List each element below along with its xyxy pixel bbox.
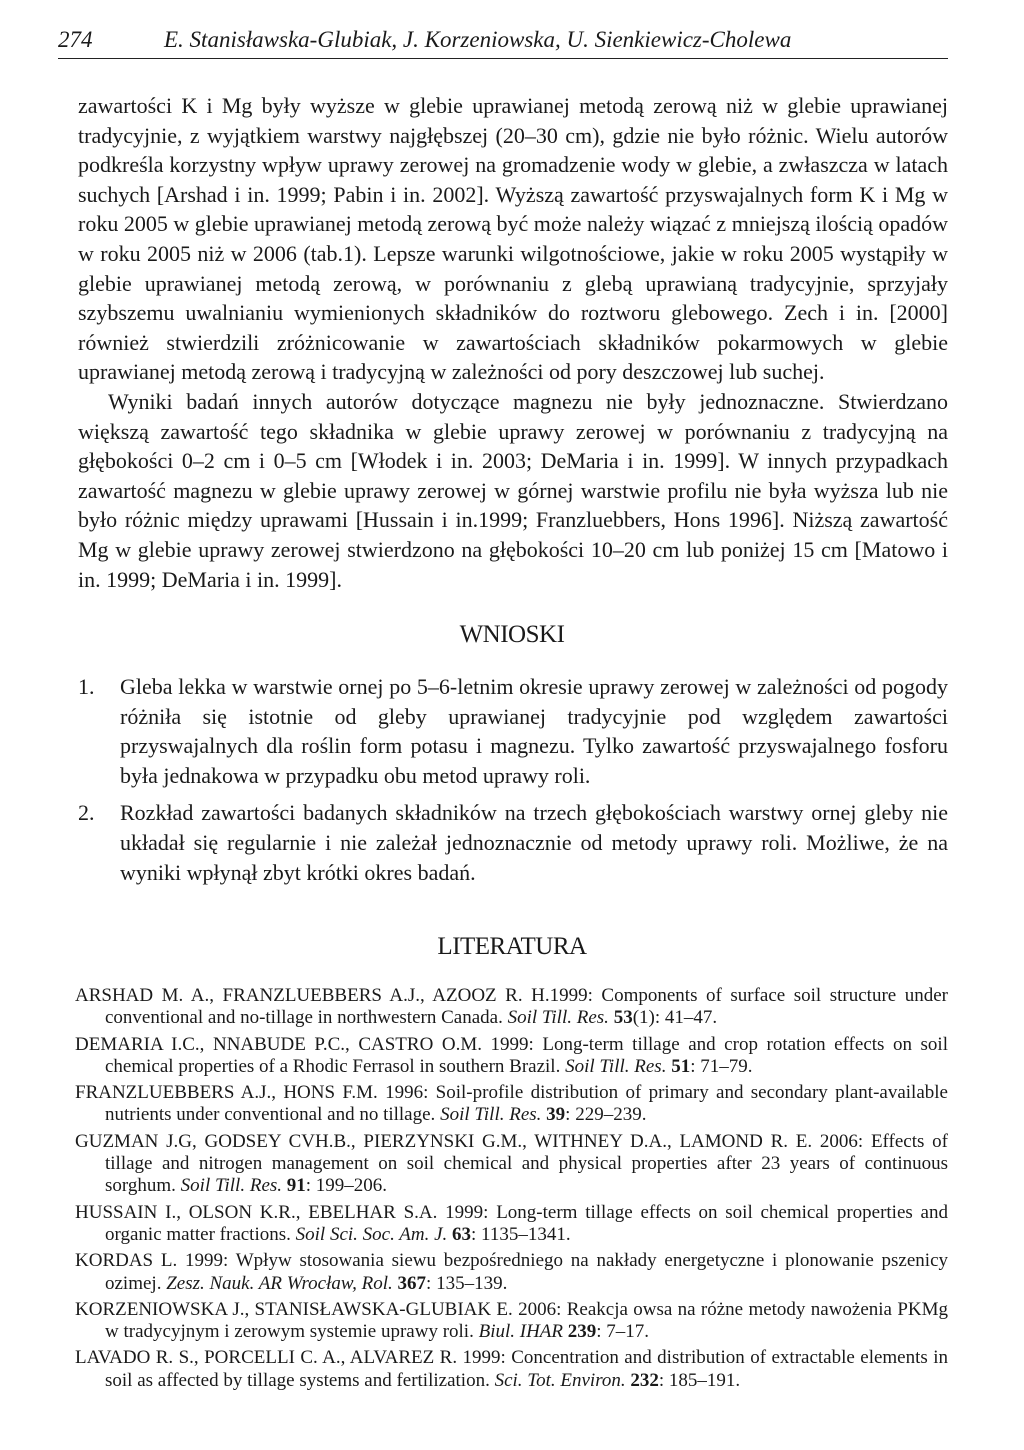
reference-pages: : 185–191. xyxy=(658,1369,741,1391)
reference-title: Effects of tillage and nitrogen management on soil chemical and physical properties after 23 years of continuous sorghum. xyxy=(105,1130,948,1197)
reference-journal: Soil Sci. Soc. Am. J. xyxy=(295,1223,448,1245)
reference-item xyxy=(75,1131,948,1198)
reference-volume: 51 xyxy=(671,1055,691,1077)
reference-item xyxy=(75,1202,948,1247)
reference-title: Wpływ stosowania siewu bezpośredniego na nakłady energetyczne i plonowanie pszenicy ozimej. xyxy=(105,1250,948,1294)
reference-item xyxy=(75,1082,948,1127)
reference-title: Concentration and distribution of extractable elements in soil as affected by tillage systems and fertilization. xyxy=(105,1347,949,1391)
reference-volume: 53 xyxy=(613,1007,633,1029)
conclusions-heading: WNIOSKI xyxy=(459,621,565,648)
conclusion-number: 1. xyxy=(78,674,95,699)
reference-title: Reakcja owsa na różne metody nawożenia PKMg w tradycyjnym i zerowym systemie uprawy roli. xyxy=(105,1298,949,1343)
reference-title: Long-term tillage and crop rotation effects on soil chemical properties of a Rhodic Ferrasol in southern Brazil. xyxy=(105,1033,948,1077)
reference-pages: (1): 41–47. xyxy=(632,1007,718,1029)
reference-item xyxy=(75,1299,948,1344)
reference-pages: : 1135–1341. xyxy=(471,1223,571,1245)
reference-authors: LAVADO R. S., PORCELLI C. A., ALVAREZ R. 1999: xyxy=(75,1347,512,1369)
reference-pages: : 199–206. xyxy=(305,1175,388,1197)
conclusion-number: 2. xyxy=(78,800,95,826)
reference-authors: KORDAS L. 1999: xyxy=(75,1250,236,1272)
reference-pages: : 229–239. xyxy=(565,1104,647,1126)
running-header xyxy=(58,22,948,59)
body-paragraph: zawartości K i Mg były wyższe w glebie uprawianej metodą zerową niż w glebie uprawianej tradycyjnie, z wyjątkiem warstwy najgłębszej (20–30 cm), gdzie nie było różnic. Wielu autorów podkreśla korzystny wpływ uprawy zerowej na gromadzenie wody w glebie, a zwłaszcza w latach suchych [Arshad i in. 1999; Pabin i in. 2002]. Wyższą zawartość przyswajalnych form K i Mg w roku 2005 w glebie uprawianej metodą zerową być może należy wiązać z mniejszą ilością opadów w roku 2005 niż w 2006 (tab.1). Lepsze warunki wilgotnościowe, jakie w roku 2005 wystąpiły w glebie uprawianej metodą zerową, w porównaniu z glebą uprawianą tradycyjnie, sprzyjały szybszemu uwalnianiu wymienionych składników do roztworu glebowego. Zech i in. [2000] również stwierdzili zróżnicowanie w zawartościach składników pokarmowych w glebie uprawianej metodą zerową i tradycyjną w zależności od pory deszczowej lub suchej. xyxy=(78,93,948,385)
conclusions-list xyxy=(78,672,948,895)
page-number: 274 xyxy=(58,27,93,52)
reference-pages: : 7–17. xyxy=(596,1321,650,1343)
reference-authors: HUSSAIN I., OLSON K.R., EBELHAR S.A. 1999: xyxy=(75,1201,497,1223)
reference-journal: Soil Till. Res. xyxy=(507,1007,609,1029)
reference-journal: Soil Till. Res. xyxy=(440,1104,542,1126)
reference-pages: : 71–79. xyxy=(690,1055,753,1077)
reference-volume: 63 xyxy=(452,1223,472,1245)
reference-authors: DEMARIA I.C., NNABUDE P.C., CASTRO O.M. 1999: xyxy=(75,1033,543,1055)
reference-volume: 91 xyxy=(286,1175,306,1197)
reference-item xyxy=(75,1347,948,1392)
reference-item xyxy=(75,1250,948,1295)
reference-journal: Sci. Tot. Environ. xyxy=(494,1369,626,1391)
reference-authors: FRANZLUEBBERS A.J., HONS F.M. 1996: xyxy=(75,1082,436,1104)
conclusion-item xyxy=(78,672,948,790)
reference-volume: 367 xyxy=(397,1272,427,1294)
reference-volume: 39 xyxy=(546,1104,566,1126)
header-authors: E. Stanisławska-Glubiak, J. Korzeniowska, U. Sienkiewicz-Cholewa xyxy=(164,27,792,52)
reference-journal: Soil Till. Res. xyxy=(180,1175,283,1197)
reference-journal: Soil Till. Res. xyxy=(565,1055,667,1077)
conclusion-item xyxy=(78,798,948,887)
reference-title: Soil-profile distribution of primary and secondary plant-available nutrients under conventional and no tillage. xyxy=(105,1082,948,1126)
reference-authors: GUZMAN J.G, GODSEY CVH.B., PIERZYNSKI G.M., WITHNEY D.A., LAMOND R. E. 2006: xyxy=(75,1130,871,1152)
reference-item xyxy=(75,1034,948,1079)
reference-item xyxy=(75,985,948,1030)
reference-title: Components of surface soil structure under conventional and no-tillage in northwestern Canada. xyxy=(105,985,948,1029)
reference-pages: : 135–139. xyxy=(426,1272,508,1294)
reference-authors: ARSHAD M. A., FRANZLUEBBERS A.J., AZOOZ R. H.1999: xyxy=(75,985,602,1006)
reference-volume: 232 xyxy=(630,1369,659,1391)
reference-title: Long-term tillage effects on soil chemical properties and organic matter fractions. xyxy=(105,1201,948,1245)
reference-journal: Biul. IHAR xyxy=(478,1321,564,1343)
body-text xyxy=(78,91,948,594)
conclusion-text: Rozkład zawartości badanych składników na trzech głębokościach warstwy ornej gleby nie układał się regularnie i nie zależał jednoznacznie od metody uprawy roli. Możliwe, że na wyniki wpłynął zbyt krótki okres badań. xyxy=(120,800,948,885)
body-paragraph: Wyniki badań innych autorów dotyczące magnezu nie były jednoznaczne. Stwierdzano większą zawartość tego składnika w glebie uprawy zerowej w porównaniu z tradycyjną na głębokości 0–2 cm i 0–5 cm [Włodek i in. 2003; DeMaria i in. 1999]. W innych przypadkach zawartość magnezu w glebie uprawy zerowej w górnej warstwie profilu nie była wyższa lub nie było różnic między uprawami [Hussain i in.1999; Franzluebbers, Hons 1996]. Niższą zawartość Mg w glebie uprawy zerowej stwierdzono na głębokości 10–20 cm lub poniżej 15 cm [Matowo i in. 1999; DeMaria i in. 1999]. xyxy=(78,388,948,592)
reference-volume: 239 xyxy=(567,1321,597,1343)
reference-journal: Zesz. Nauk. AR Wrocław, Rol. xyxy=(166,1272,393,1294)
references-list xyxy=(75,985,948,1396)
conclusion-text: Gleba lekka w warstwie ornej po 5–6-letnim okresie uprawy zerowej w zależności od pogody różniła się istotnie od gleby uprawianej tradycyjnie pod względem zawartości przyswajalnych dla roślin form potasu i magnezu. Tylko zawartość przyswajalnego fosforu była jednakowa w przypadku obu metod uprawy roli. xyxy=(120,674,948,788)
reference-authors: KORZENIOWSKA J., STANISŁAWSKA-GLUBIAK E. 2006: xyxy=(75,1298,567,1320)
references-heading: LITERATURA xyxy=(437,933,587,960)
